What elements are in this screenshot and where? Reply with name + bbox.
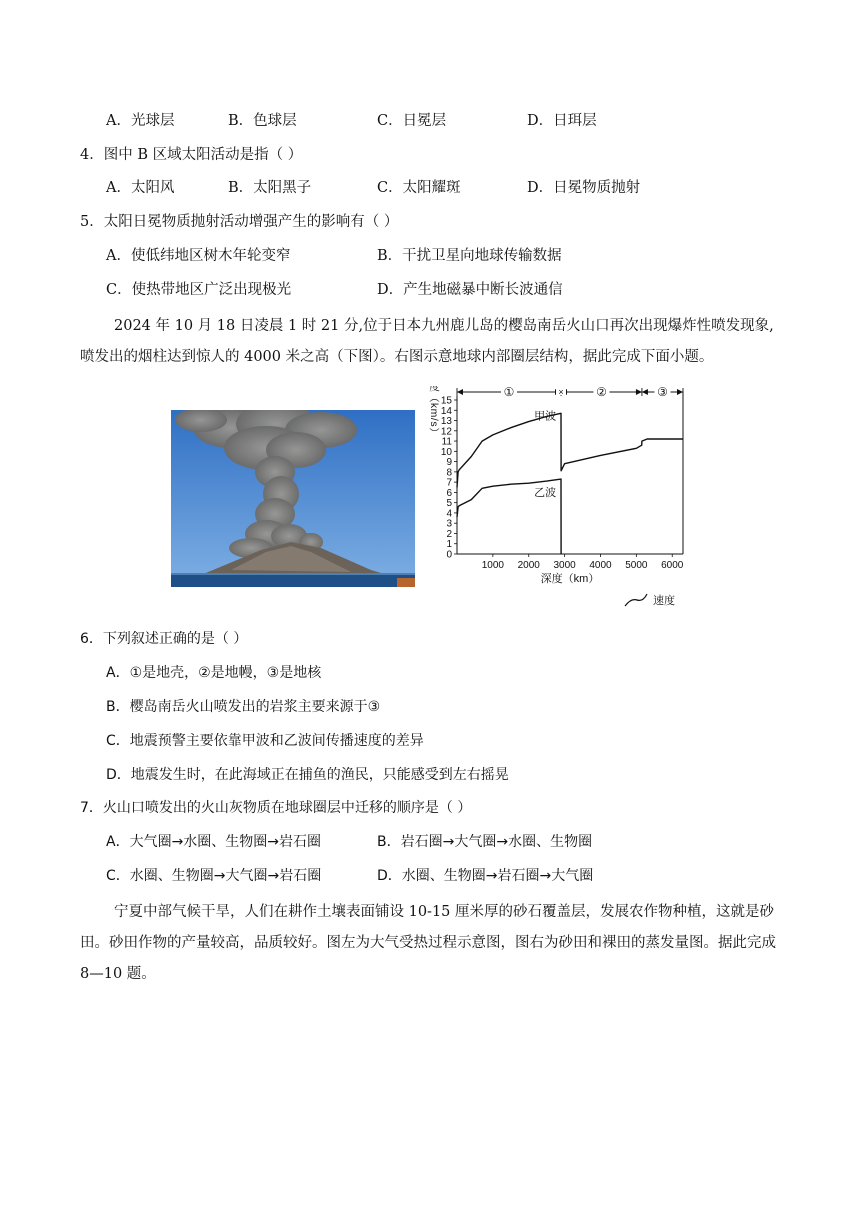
y-tick-label: 4	[446, 508, 452, 520]
x-axis-title: 深度（km）	[540, 573, 600, 585]
layer-arrow-head	[677, 389, 683, 395]
q3-option-a: A．光球层	[106, 113, 175, 129]
q5-option-a: A．使低纬地区树木年轮变窄	[106, 248, 291, 264]
layer-arrow-head	[636, 389, 642, 395]
q3-option-c: C．日冕层	[377, 113, 447, 129]
q5-option-c: C．使热带地区广泛出现极光	[106, 282, 292, 298]
q3-option-b: B．色球层	[228, 113, 297, 129]
y-tick-label: 8	[446, 467, 452, 479]
passage-sand-field: 宁夏中部气候干旱，人们在耕作土壤表面铺设 10-15 厘米厚的砂石覆盖层，发展农作物种植，这就是砂田。砂田作物的产量较高，品质较好。图左为大气受热过程示意图，图右为砂田和裸田的蒸发量图。据此完成 8—10 题。	[80, 904, 776, 982]
x-tick-label: 1000	[481, 560, 504, 571]
q4-option-d: D．日冕物质抛射	[527, 180, 641, 196]
x-tick-label: 4000	[589, 560, 612, 571]
y-tick-label: 15	[440, 395, 452, 407]
x-tick-label: 5000	[625, 560, 648, 571]
y-tick-label: 12	[440, 426, 452, 438]
volcano-eruption-photo	[171, 410, 415, 587]
y-tick-label: 10	[440, 446, 452, 458]
passage-volcano: 2024 年 10 月 18 日凌晨 1 时 21 分,位于日本九州鹿儿岛的樱岛南岳火山口再次出现爆炸性喷发现象,喷发出的烟柱达到惊人的 4000 米之高（下图）。右图示意地球内部圈层结构，据此完成下面小题。	[80, 318, 774, 365]
q4-option-a: A．太阳风	[106, 180, 175, 196]
q5-stem: 5．太阳日冕物质抛射活动增强产生的影响有（ ）	[80, 214, 399, 230]
series-label-yi: 乙波	[534, 487, 557, 500]
seismic-wave-chart	[420, 386, 700, 618]
layer-label-x: ×	[558, 387, 564, 397]
x-tick-label: 3000	[553, 560, 576, 571]
series-label-jia: 甲波	[534, 410, 557, 423]
y-tick-label: 14	[440, 405, 452, 417]
q7-option-a: A．大气圈→水圈、生物圈→岩石圈	[106, 834, 322, 850]
q6-option-c: C．地震预警主要依靠甲波和乙波间传播速度的差异	[106, 733, 424, 749]
q4-option-c: C．太阳耀斑	[377, 180, 461, 196]
y-tick-label: 11	[441, 436, 452, 448]
q4-stem: 4．图中 B 区域太阳活动是指（ ）	[80, 147, 303, 163]
q4-option-b: B．太阳黑子	[228, 180, 312, 196]
y-tick-label: 2	[446, 528, 452, 540]
x-tick-label: 6000	[661, 560, 684, 571]
y-tick-label: 9	[446, 457, 452, 469]
q3-option-d: D．日珥层	[527, 113, 597, 129]
y-tick-label: 3	[446, 518, 452, 530]
series-line-jia	[457, 413, 683, 487]
q5-option-d: D．产生地磁暴中断长波通信	[377, 282, 563, 298]
y-tick-label: 6	[446, 487, 452, 499]
q7-stem: 7．火山口喷发出的火山灰物质在地球圈层中迁移的顺序是（ ）	[80, 800, 472, 816]
layer-arrow-head	[642, 389, 648, 395]
x-tick-label: 2000	[517, 560, 540, 571]
q7-option-b: B．岩石圈→大气圈→水圈、生物圈	[377, 834, 593, 850]
y-tick-label: 7	[446, 477, 452, 489]
layer-label-2: ②	[596, 386, 607, 399]
y-tick-label: 0	[446, 549, 452, 561]
q6-option-d: D．地震发生时，在此海域正在捕鱼的渔民，只能感受到左右摇晃	[106, 767, 509, 783]
q5-option-b: B．干扰卫星向地球传输数据	[377, 248, 562, 264]
q6-option-b: B．樱岛南岳火山喷发出的岩浆主要来源于③	[106, 699, 381, 715]
y-axis-title: 速度（km/s）	[428, 386, 440, 439]
layer-arrow-head	[457, 389, 463, 395]
q6-option-a: A．①是地壳，②是地幔，③是地核	[106, 665, 322, 681]
layer-label-1: ①	[503, 386, 515, 399]
legend-label: 速度	[653, 595, 675, 607]
y-tick-label: 1	[446, 539, 452, 551]
y-tick-label: 13	[440, 416, 452, 428]
q7-option-c: C．水圈、生物圈→大气圈→岩石圈	[106, 868, 322, 884]
q7-option-d: D．水圈、生物圈→岩石圈→大气圈	[377, 868, 594, 884]
layer-label-3: ③	[657, 386, 668, 399]
legend-swatch	[625, 594, 647, 606]
y-tick-label: 5	[446, 498, 452, 510]
q6-stem: 6．下列叙述正确的是（ ）	[80, 631, 248, 647]
